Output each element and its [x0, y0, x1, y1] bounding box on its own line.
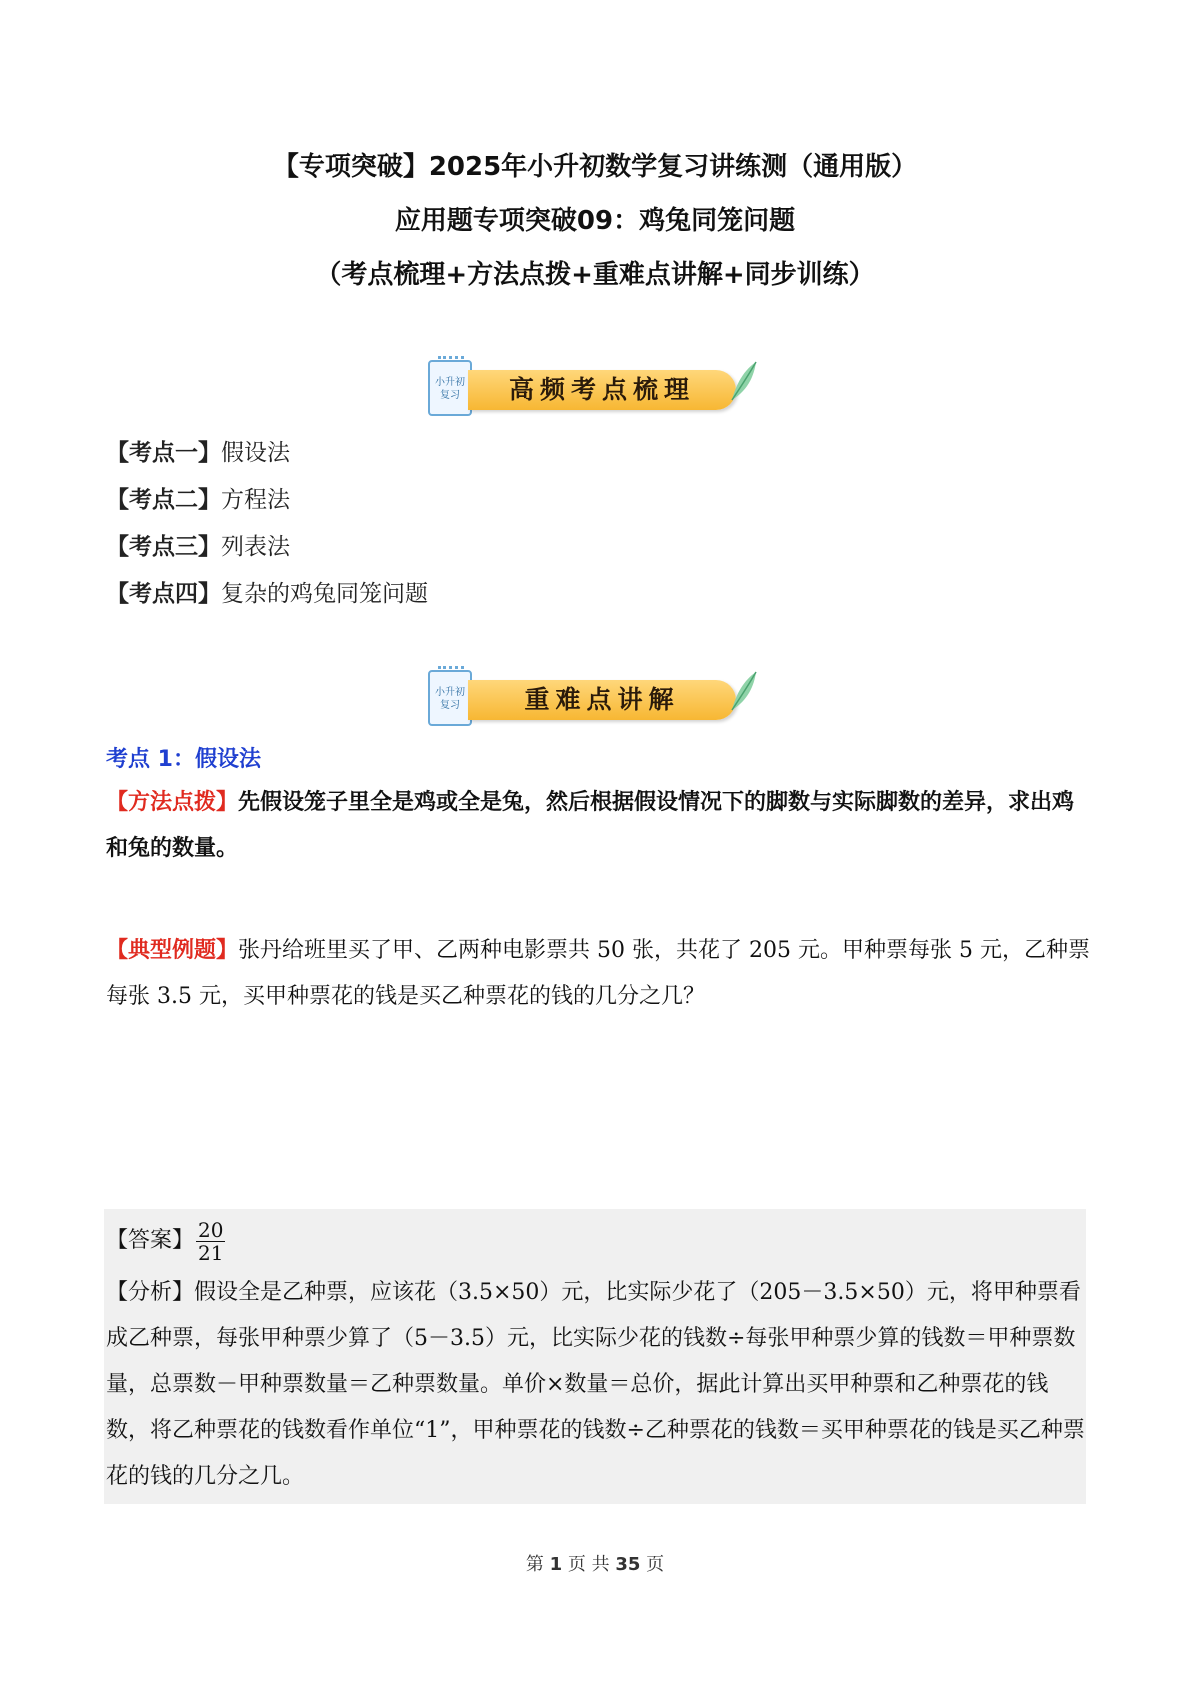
kaodian-item: 【考点三】列表法	[106, 534, 290, 560]
banner-high-frequency	[428, 360, 768, 416]
leaf-icon	[728, 670, 758, 714]
analysis-text: 假设全是乙种票，应该花（3.5×50）元，比实际少花了（205－3.5×50）元，将甲种票看成乙种票，每张甲种票少算了（5－3.5）元，比实际少花的钱数÷每张甲种票少算的钱数＝甲种票数量，总票数－甲种票数量＝乙种票数量。单价×数量＝总价，据此计算出买甲种票和乙种票花的钱数，将乙种票花的钱数看作单位“1”，甲种票花的钱数÷乙种票花的钱数＝买甲种票花的钱是买乙种票花的钱的几分之几。	[106, 1280, 1085, 1489]
book-text-1: 小升初	[435, 377, 465, 388]
example-text: 张丹给班里买了甲、乙两种电影票共 50 张，共花了 205 元。甲种票每张 5 元，乙种票每张 3.5 元，买甲种票花的钱是买乙种票花的钱的几分之几？	[106, 938, 1090, 1009]
method-text: 先假设笼子里全是鸡或全是兔，然后根据假设情况下的脚数与实际脚数的差异，求出鸡和兔的数量。	[106, 790, 1075, 861]
book-text-1: 小升初	[435, 687, 465, 698]
book-text-2: 复习	[440, 700, 460, 711]
banner-key-points	[428, 670, 768, 726]
section-heading: 考点 1：假设法	[106, 747, 261, 772]
answer-line	[106, 1216, 1096, 1266]
title-line-3: （考点梳理+方法点拨+重难点讲解+同步训练）	[315, 260, 875, 290]
book-text-2: 复习	[440, 390, 460, 401]
title-line-2: 应用题专项突破09：鸡兔同笼问题	[394, 206, 796, 236]
answer-fraction: $\frac{20}{21}$	[198, 1217, 224, 1265]
analysis-paragraph	[106, 1270, 1086, 1500]
book-icon	[428, 670, 472, 726]
page-footer: 第 1 页 共 35 页	[525, 1554, 665, 1575]
kaodian-item: 【考点四】复杂的鸡兔同笼问题	[106, 581, 428, 607]
banner-label: 高频考点梳理	[468, 370, 736, 410]
analysis-label: 【分析】	[106, 1280, 195, 1305]
page-total: 35	[615, 1554, 641, 1575]
leaf-icon	[728, 360, 758, 404]
title-line-1: 【专项突破】2025年小升初数学复习讲练测（通用版）	[272, 152, 918, 182]
page-number: 1	[549, 1554, 563, 1575]
example-paragraph	[106, 928, 1096, 1020]
kaodian-item: 【考点二】方程法	[106, 487, 290, 513]
method-label: 【方法点拨】	[106, 790, 239, 815]
book-icon	[428, 360, 472, 416]
answer-label: 【答案】	[106, 1228, 195, 1253]
banner-label: 重难点讲解	[468, 680, 736, 720]
kaodian-item: 【考点一】假设法	[106, 440, 290, 466]
method-paragraph	[106, 780, 1096, 872]
example-label: 【典型例题】	[106, 938, 239, 963]
